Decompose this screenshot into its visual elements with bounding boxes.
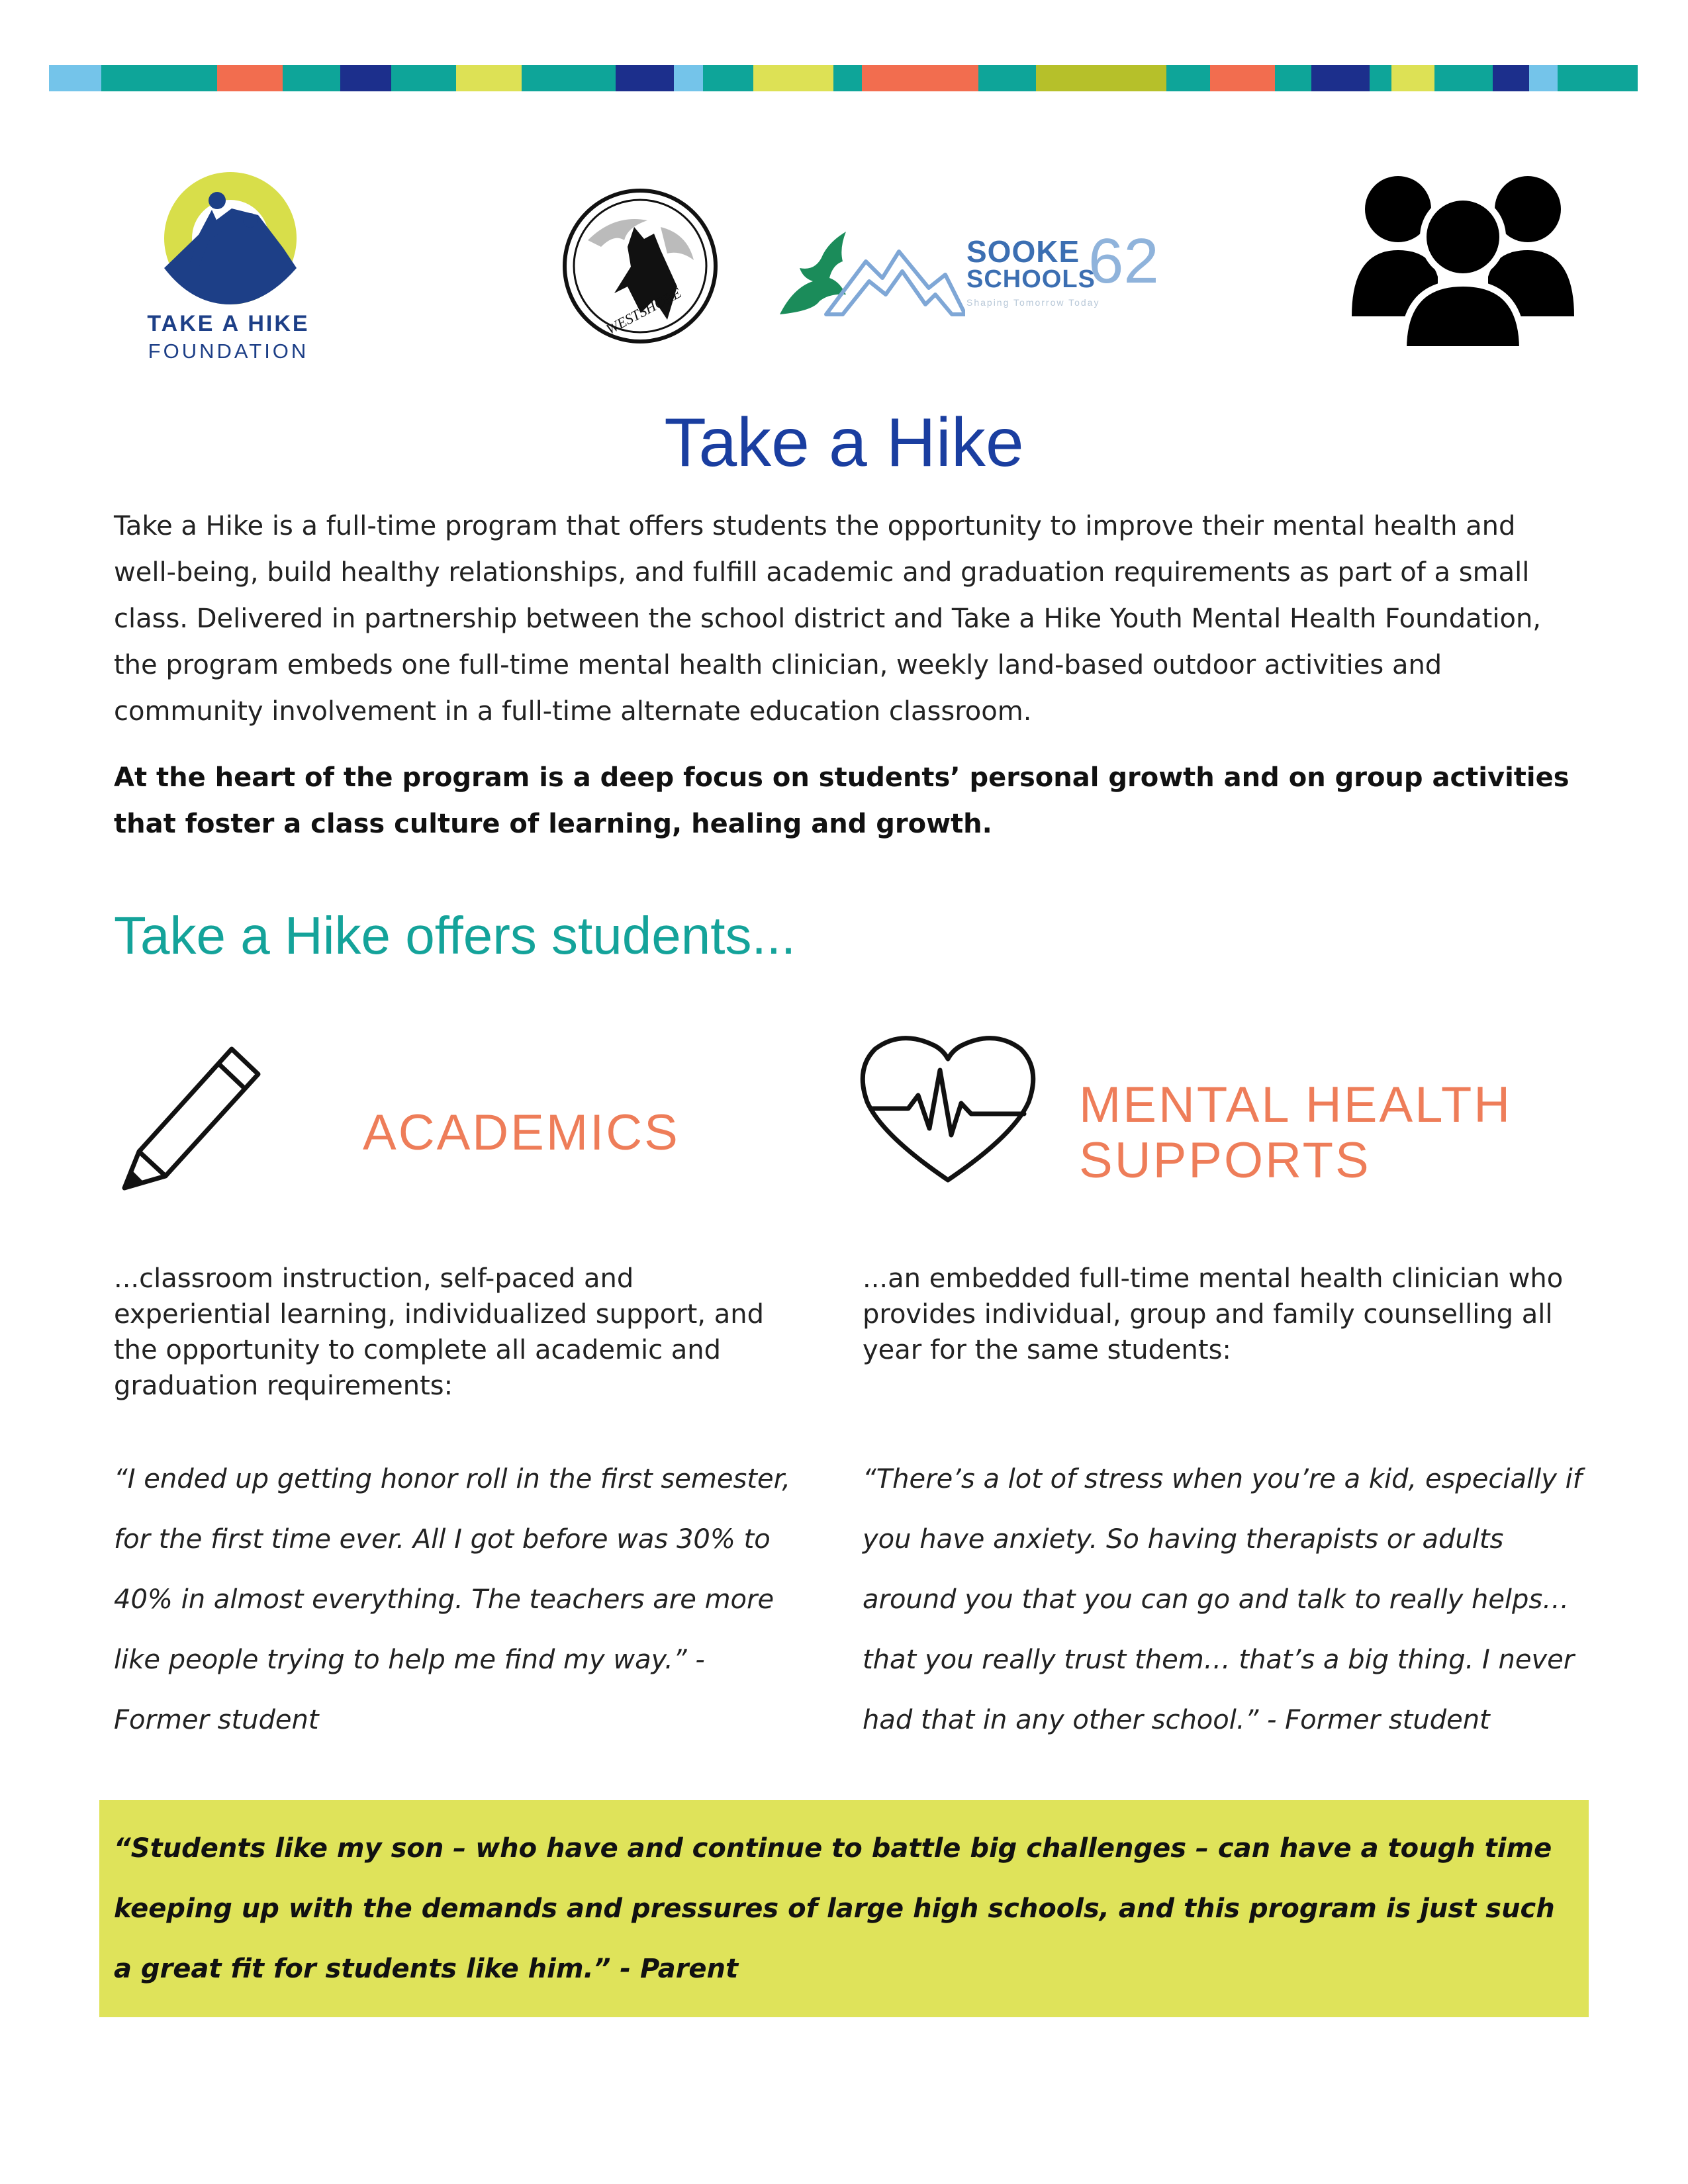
stripe-segment [753, 65, 833, 91]
stripe-segment [674, 65, 703, 91]
stripe-segment [833, 65, 863, 91]
mental-health-heading-line1: MENTAL HEALTH [1079, 1077, 1513, 1133]
stripe-segment [1275, 65, 1311, 91]
stripe-segment [1036, 65, 1166, 91]
intro-paragraph: Take a Hike is a full-time program that offers students the opportunity to improve their mental health and well-being, build healthy relationships, and fulfill academic and graduation requirements as part of a small class. Delivered in partnership between the school district and Take a Hike Youth Mental Health Foundation, the program embeds one full-time mental health clinician, weekly land-based outdoor activities and community involvement in a full-time alternate education classroom. [114, 511, 1542, 727]
sooke-logo-word1: SOOKE [966, 234, 1080, 269]
stripe-segment [1370, 65, 1391, 91]
offers-subtitle: Take a Hike offers students... [114, 906, 796, 965]
westshore-logo-text: WESTSHORE [603, 284, 684, 338]
take-a-hike-logo-title: TAKE A HIKE [147, 311, 310, 336]
take-a-hike-logo-subtitle: FOUNDATION [148, 340, 309, 363]
stripe-segment [1311, 65, 1370, 91]
stripe-segment [283, 65, 341, 91]
westshore-logo [561, 187, 719, 345]
sooke-schools-logo [767, 215, 1177, 321]
mental-health-heading [1079, 1077, 1512, 1188]
stripe-segment [391, 65, 457, 91]
sooke-trees-mountains-icon [767, 215, 965, 321]
hikers-logo-icon [132, 169, 324, 308]
stripe-segment [101, 65, 217, 91]
page-title: Take a Hike [664, 404, 1024, 481]
stripe-segment [49, 65, 101, 91]
people-group-icon [1350, 164, 1575, 349]
stripe-segment [1391, 65, 1435, 91]
stripe-segment [1166, 65, 1210, 91]
take-a-hike-foundation-logo [132, 169, 324, 374]
mental-health-description: ...an embedded full-time mental health clinician who provides individual, group and family counselling all year for the same students: [863, 1263, 1564, 1365]
stripe-segment [340, 65, 391, 91]
mental-health-heading-line2: SUPPORTS [1079, 1132, 1371, 1189]
academics-quote: “I ended up getting honor roll in the first semester, for the first time ever. All I got before was 30% to 40% in almost everything. The teachers are more like people trying to help me find my way.” - Former student [114, 1464, 791, 1735]
sooke-logo-tagline: Shaping Tomorrow Today [966, 297, 1100, 308]
stripe-segment [1210, 65, 1276, 91]
mental-health-quote: “There’s a lot of stress when you’re a kid, especially if you have anxiety. So having therapists or adults around you that you can go and talk to really helps… that you really trust them… that’s a big thing. I never had that in any other school.” - Former student [863, 1464, 1582, 1735]
intro-bold-paragraph: At the heart of the program is a deep focus on students’ personal growth and on group activities that foster a class culture of learning, healing and growth. [114, 762, 1570, 839]
wolf-logo-icon [561, 187, 719, 345]
pencil-icon [113, 1029, 278, 1195]
stripe-segment [703, 65, 754, 91]
stripe-segment [1434, 65, 1493, 91]
heart-pulse-icon [855, 1029, 1041, 1188]
sooke-logo-word2: SCHOOLS [966, 265, 1096, 293]
academics-description: ...classroom instruction, self-paced and experiential learning, individualized support, and the opportunity to complete all academic and graduation requirements: [114, 1263, 765, 1401]
stripe-segment [978, 65, 1037, 91]
parent-quote-callout [99, 1800, 1589, 2017]
stripe-segment [456, 65, 522, 91]
stripe-segment [1493, 65, 1529, 91]
parent-quote: “Students like my son – who have and continue to battle big challenges – can have a tough time keeping up with the demands and pressures of large high schools, and this program is just such a great fit for students like him.” - Parent [114, 1833, 1555, 1984]
stripe-segment [217, 65, 283, 91]
stripe-segment [522, 65, 616, 91]
stripe-segment [1529, 65, 1558, 91]
sooke-logo-number: 62 [1088, 226, 1159, 296]
stripe-segment [862, 65, 978, 91]
stripe-segment [1558, 65, 1637, 91]
academics-heading: ACADEMICS [363, 1105, 680, 1161]
header-color-stripe [49, 65, 1638, 91]
stripe-segment [616, 65, 674, 91]
